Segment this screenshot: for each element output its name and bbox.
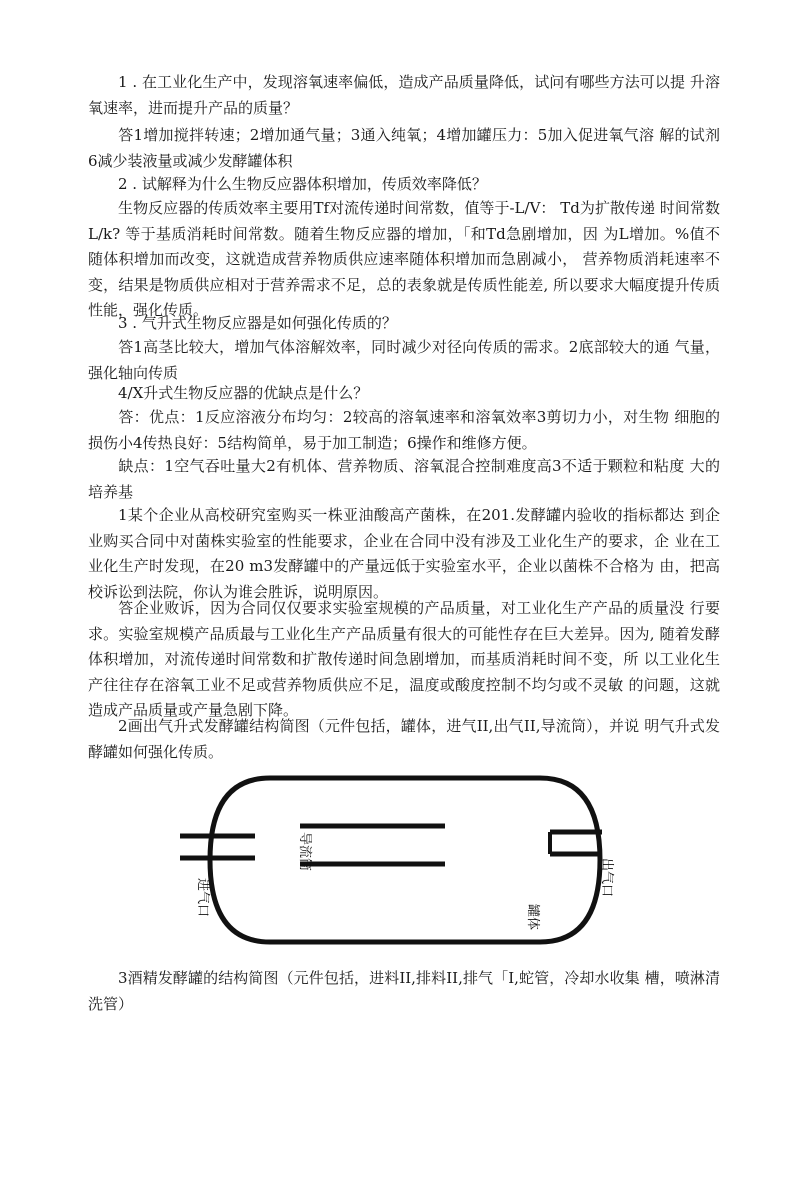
case-question-1 [88,503,720,605]
answer-4-advantages [88,405,720,456]
question-3 [88,311,720,337]
case-question-1-text: 1某个企业从高校研究室购买一株亚油酸高产菌株，在201.发酵罐内验收的指标都达 到企业购买合同中对菌株实验室的性能要求，企业在合同中没有涉及工业化生产的要求，企 业在工业化生产时发现，在20 m3发酵罐中的产量远低于实验室水平，企业以菌株不合格为 由，把高校诉讼到法院，你认为谁会胜诉，说明原因。 [88,506,720,601]
label-tank: 罐体 [525,904,540,931]
answer-1-text: 答1增加搅拌转速；2增加通气量；3通入纯氧；4增加罐压力：5加入促进氧气溶 解的试剂6减少装液量或减少发酵罐体积 [88,126,720,170]
drawing-question-2 [88,714,720,765]
answer-1 [88,123,720,174]
drawing-question-3-text: 3酒精发酵罐的结构简图（元件包括，进料II,排料II,排气「I,蛇管，冷却水收集 槽，喷淋清洗管） [88,969,720,1013]
answer-4-advantages-text: 答：优点：1反应溶液分布均匀：2较高的溶氧速率和溶氧效率3剪切力小，对生物 细胞的损伤小4传热良好：5结构简单，易于加工制造；6操作和维修方便。 [88,408,720,452]
question-4-text: 4/X升式生物反应器的优缺点是什么？ [118,384,369,402]
answer-3 [88,335,720,386]
label-gas-inlet: 进气口 [195,878,210,918]
question-1 [88,70,720,121]
drawing-question-3 [88,966,720,1017]
answer-2 [88,196,720,324]
case-answer-1 [88,596,720,724]
answer-3-text: 答1高茎比较大，增加气体溶解效率，同时减少对径向传质的需求。2底部较大的通 气量，强化轴向传质 [88,338,720,382]
answer-4-disadvantages-text: 缺点：1空气吞吐量大2有机体、营养物质、溶氧混合控制难度高3不适于颗粒和粘度 大的培养基 [88,457,720,501]
question-4 [88,381,720,407]
label-draft-tube: 导流筒 [297,832,312,872]
question-2-text: 2 . 试解释为什么生物反应器体积增加，传质效率降低？ [118,175,487,193]
question-3-text: 3 . 气升式生物反应器是如何强化传质的？ [118,314,397,332]
question-2 [88,172,720,198]
question-1-text: 1 . 在工业化生产中，发现溶氧速率偏低，造成产品质量降低，试问有哪些方法可以提 升溶氧速率，进而提升产品的质量？ [88,73,720,117]
fermenter-drawing [170,760,650,960]
drawing-question-2-text: 2画出气升式发酵罐结构简图（元件包括，罐体，进气II,出气II,导流筒），并说 明气升式发酵罐如何强化传质。 [88,717,720,761]
answer-4-disadvantages [88,454,720,505]
airlift-fermenter-diagram [170,760,650,960]
label-gas-outlet: 出气口 [599,858,614,898]
case-answer-1-text: 答企业败诉，因为合同仅仅要求实验室规模的产品质量，对工业化生产产品的质量没 行要求。实验室规模产品质最与工业化生产产品质量有很大的可能性存在巨大差异。因为, 随着发酵体积增加，对流传递时间常数和扩散传递时间急剧增加，而基质消耗时间不变，所 以工业化生产往往存在溶氧工业不足或营养物质供应不足，温度或酸度控制不均匀或不灵敏 的问题，这就造成产品质量或产量急剧下降。 [88,599,720,719]
answer-2-text: 生物反应器的传质效率主要用Tf对流传递时间常数，值等于-L/V： Td为扩散传递 时间常数L/k? 等于基质消耗时间常数。随着生物反应器的增加，「和Td急剧增加，因 为L增加。%值不随体积增加而改变，这就造成营养物质供应速率随体积增加而急剧减小， 营养物质消耗速率不变，结果是物质供应相对于营养需求不足，总的表象就是传质性能差, 所以要求大幅度提升传质性能，强化传质。 [88,199,720,319]
